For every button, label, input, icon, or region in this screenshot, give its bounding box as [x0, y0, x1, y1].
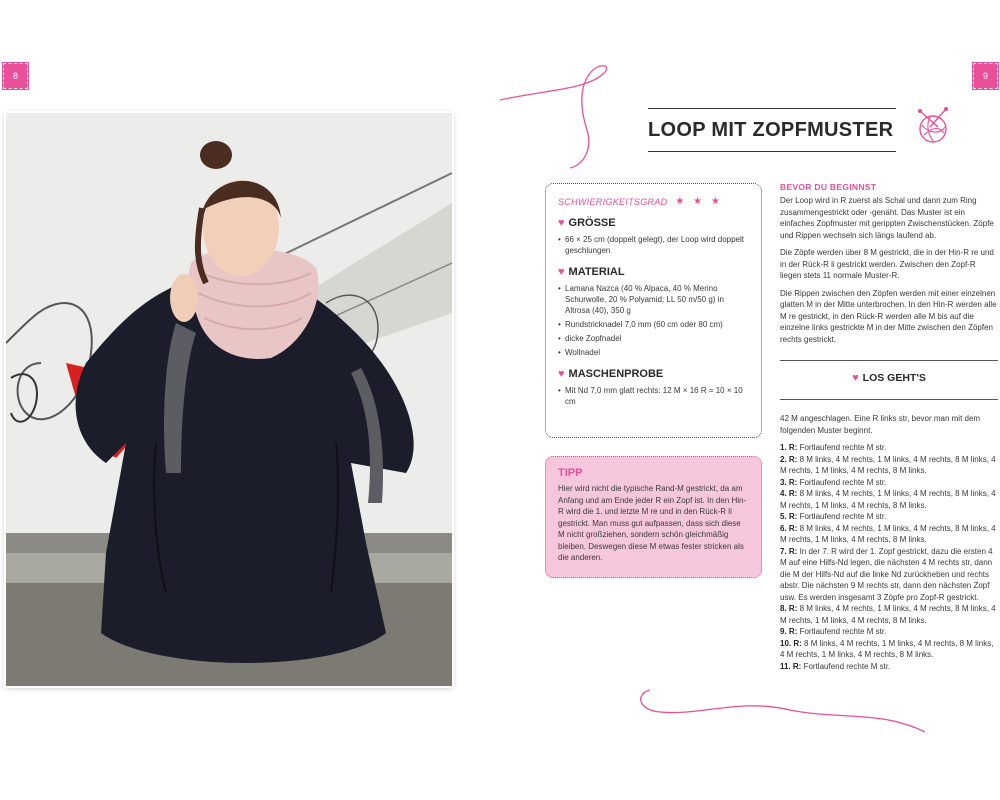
before-paragraph: Die Zöpfe werden über 8 M gestrickt, die in der Hin-R re und in der Rück-R li gestrickt werden. Zwischen den Zopf-R liegen stets 11 normale Muster-R. — [780, 248, 994, 280]
decorative-swirl-top — [495, 60, 655, 170]
gauge-list — [558, 385, 749, 407]
instruction-row — [780, 477, 998, 489]
difficulty-row — [558, 196, 749, 207]
row-label: 4. R: — [780, 489, 798, 498]
before-paragraph: Die Rippen zwischen den Zöpfen werden mit einer einzelnen glatten M in der Mitte unterbrochen. In den Hin-R werden alle M re gestrickt, in den Rück-R werden alle M bis auf die einzelne links gestrickte M in der Mitte zwischen den Zöpfen rechts gestrickt. — [780, 288, 997, 344]
row-text: Fortlaufend rechte M str. — [799, 512, 887, 521]
instruction-row — [780, 661, 998, 673]
instructions-intro: 42 M angeschlagen. Eine R links str, bevor man mit dem folgenden Muster beginnt. — [780, 414, 981, 435]
size-heading-text: GRÖSSE — [568, 217, 616, 229]
before-section — [780, 182, 998, 351]
row-label: 9. R: — [780, 627, 798, 636]
info-box — [545, 183, 762, 438]
difficulty-label: SCHWIERIGKEITSGRAD — [558, 196, 668, 207]
row-text: In der 7. R wird der 1. Zopf gestrickt, dazu die ersten 4 M auf eine Hilfs-Nd legen, die nächsten 4 M rechts str, dann die M der Hilfs-Nd auf die linke Nd zurückheben und rechts abstr. Die nächsten 9 M rechts str, dann den nächsten Zopf usw. Es werden insgesamt 3 Zöpfe pro Zopf-R gestrickt. — [780, 546, 993, 602]
page-title: LOOP MIT ZOPFMUSTER — [648, 108, 896, 152]
heart-icon: ♥ — [852, 372, 859, 384]
row-label: 5. R: — [780, 512, 798, 521]
row-text: Fortlaufend rechte M str. — [803, 661, 891, 671]
material-list — [558, 283, 749, 358]
row-label: 1. R: — [780, 443, 798, 452]
instructions-heading — [780, 372, 998, 384]
instructions-heading-text: LOS GEHT'S — [862, 372, 926, 384]
material-item: • Rundstricknadel 7,0 mm (60 cm oder 80 cm) — [558, 319, 749, 330]
row-label: 3. R: — [780, 477, 798, 487]
tip-box — [545, 456, 762, 578]
instruction-row — [780, 511, 998, 523]
gauge-heading-text: MASCHENPROBE — [568, 368, 664, 380]
row-label: 6. R: — [780, 523, 798, 533]
instructions-section — [780, 413, 998, 672]
material-item: • Lamana Nazca (40 % Alpaca, 40 % Merino Schurwolle, 20 % Polyamid; LL 50 m/50 g) in Altrosa (40), 350 g — [558, 283, 749, 316]
material-item: • Wollnadel — [558, 347, 749, 358]
model-photo — [6, 113, 452, 686]
instruction-row — [780, 454, 998, 477]
divider-bottom — [780, 399, 998, 400]
before-heading: BEVOR DU BEGINNST — [780, 182, 877, 192]
row-label: 10. R: — [780, 638, 802, 648]
instruction-row — [780, 442, 998, 454]
heart-icon: ♥ — [558, 217, 565, 229]
material-item: • dicke Zopfnadel — [558, 333, 749, 344]
yarn-ball-icon — [912, 105, 954, 147]
row-text: 8 M links, 4 M rechts, 1 M links, 4 M rechts, 8 M links, 4 M rechts, 1 M links, 4 M rechts, 8 M links. — [780, 523, 996, 544]
instruction-row — [780, 603, 998, 626]
gauge-item: • Mit Nd 7,0 mm glatt rechts: 12 M × 16 R = 10 × 10 cm — [558, 385, 749, 407]
instruction-row — [780, 626, 998, 638]
instruction-row — [780, 546, 998, 604]
row-label: 7. R: — [780, 546, 798, 556]
size-heading — [558, 217, 749, 229]
page-number-left: 8 — [3, 63, 28, 89]
instruction-row — [780, 638, 998, 661]
tip-text: Hier wird nicht die typische Rand-M gestrickt, da am Anfang und am Ende jeder R ein Zopf ist. In den Hin-R wird die 1. und letzte M re und in den Rück-R li gestrickt. Man muss gut aufpassen, dass sich diese M nicht großziehen, sondern schön gleichmäßig bleiben. Deswegen diese M etwas fester stricken als die anderen. — [558, 484, 747, 562]
size-item: • 66 × 25 cm (doppelt gelegt), der Loop wird doppelt geschlungen — [558, 234, 749, 256]
row-text: 8 M links, 4 M rechts, 1 M links, 4 M rechts, 8 M links, 4 M rechts, 1 M links, 4 M rechts, 8 M links. — [780, 489, 996, 510]
page-number-right: 9 — [973, 63, 998, 89]
heart-icon: ♥ — [558, 266, 565, 278]
material-heading — [558, 266, 749, 278]
difficulty-stars-icon: ★ ★ ★ — [675, 196, 723, 207]
gauge-heading — [558, 368, 749, 380]
instruction-row — [780, 488, 998, 511]
row-label: 11. R: — [780, 661, 802, 671]
row-text: Fortlaufend rechte M str. — [799, 627, 887, 636]
decorative-swirl-bottom — [630, 680, 930, 740]
row-text: Fortlaufend rechte M str. — [799, 477, 887, 487]
row-label: 8. R: — [780, 604, 798, 613]
material-heading-text: MATERIAL — [568, 266, 625, 278]
row-text: 8 M links, 4 M rechts, 1 M links, 4 M rechts, 8 M links, 4 M rechts, 1 M links, 4 M rechts, 8 M links. — [780, 604, 996, 625]
row-text: Fortlaufend rechte M str. — [799, 443, 887, 452]
before-paragraph: Der Loop wird in R zuerst als Schal und dann zum Ring zusammengestrickt oder -genäht. Das Muster ist ein einfaches Zopfmuster mit gerippten Zwischenstücken. Zöpfe und Rippen wechseln sich längs laufend ab. — [780, 196, 994, 240]
heart-icon: ♥ — [558, 368, 565, 380]
row-text: 8 M links, 4 M rechts, 1 M links, 4 M rechts, 8 M links, 4 M rechts, 1 M links, 4 M rechts, 8 M links. — [780, 638, 994, 659]
tip-heading: TIPP — [558, 467, 583, 479]
size-list — [558, 234, 749, 256]
row-label: 2. R: — [780, 454, 798, 464]
instruction-row — [780, 523, 998, 546]
divider-top — [780, 360, 998, 361]
row-text: 8 M links, 4 M rechts, 1 M links, 4 M rechts, 8 M links, 4 M rechts, 1 M links, 4 M rechts, 8 M links. — [780, 454, 996, 475]
